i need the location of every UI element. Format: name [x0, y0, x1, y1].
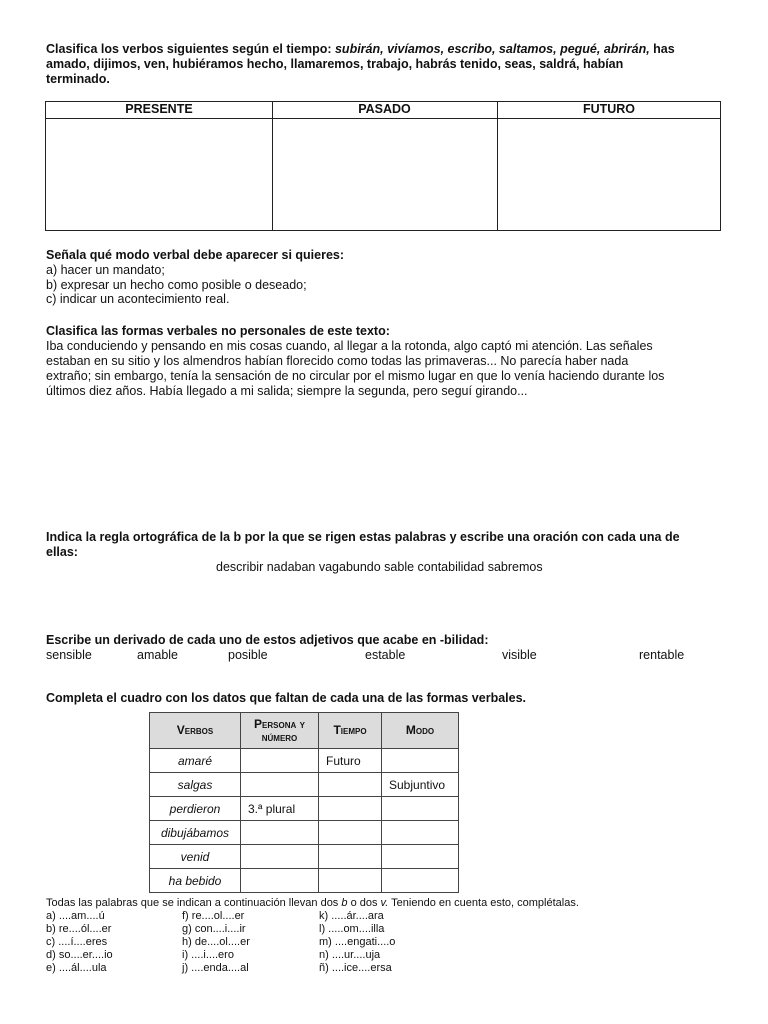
verb-cell: salgas [150, 773, 241, 797]
list-item: f) re....ol....er [182, 910, 245, 922]
list-item: m) ....engati....o [319, 936, 396, 948]
table-row [150, 869, 459, 893]
tense-column-divider [497, 102, 498, 230]
exercise-5-adjectives [0, 648, 768, 664]
tense-header-futuro: FUTURO [497, 102, 721, 119]
list-item: l) .....om....illa [319, 923, 385, 935]
list-item: a) ....am....ú [46, 910, 105, 922]
exercise-3-text-line: extraño; sin embargo, tenía la sensación de no circular por el mismo lugar en que lo venía haciendo durante los [46, 369, 665, 383]
exercise-6-title: Completa el cuadro con los datos que faltan de cada una de las formas verbales. [46, 691, 527, 705]
table-row [150, 797, 459, 821]
modo-cell [382, 821, 459, 845]
exercise-4-words: describir nadaban vagabundo sable contabilidad sabremos [216, 560, 543, 574]
list-item: k) .....ár....ara [319, 910, 384, 922]
verb-table-header-verbos: Verbos [150, 713, 241, 749]
verb-cell: venid [150, 845, 241, 869]
exercise-1-verbs-italic: subirán, vivíamos, escribo, saltamos, pegué, abrirán, [334, 42, 650, 56]
modo-cell [382, 869, 459, 893]
exercise-1-line-3: terminado. [46, 72, 110, 86]
list-item: n) ....ur....uja [319, 949, 381, 961]
tiempo-cell [319, 845, 382, 869]
modo-cell [382, 797, 459, 821]
adjective-word: visible [502, 648, 537, 662]
list-item: e) ....ál....ula [46, 962, 107, 974]
persona-cell [241, 845, 319, 869]
table-row [150, 821, 459, 845]
verb-table-header-modo: Modo [382, 713, 459, 749]
exercise-7-intro-text: Teniendo en cuenta esto, complétalas. [391, 897, 579, 909]
list-item: j) ....enda....al [182, 962, 249, 974]
exercise-2-item-b: b) expresar un hecho como posible o deseado; [46, 278, 307, 292]
modo-cell [382, 845, 459, 869]
verb-forms-table [149, 712, 459, 893]
table-row [150, 773, 459, 797]
exercise-7-intro-text: o dos [350, 897, 378, 909]
exercise-7-column-2 [182, 910, 250, 975]
exercise-1-title: Clasifica los verbos siguientes según el tiempo: [46, 42, 332, 56]
list-item: b) re....ól....er [46, 923, 112, 935]
adjective-word: rentable [639, 648, 685, 662]
exercise-3-text-line: Iba conduciendo y pensando en mis cosas cuando, al llegar a la rotonda, algo captó mi atención. Las señales [46, 339, 653, 353]
exercise-4-title-line-2: ellas: [46, 545, 78, 559]
exercise-5-title: Escribe un derivado de cada uno de estos adjetivos que acabe en -bilidad: [46, 633, 489, 647]
modo-cell [382, 749, 459, 773]
persona-cell [241, 821, 319, 845]
exercise-7-intro-text: Todas las palabras que se indican a continuación llevan dos [46, 897, 339, 909]
exercise-7-intro-b: b [341, 897, 348, 909]
persona-cell [241, 773, 319, 797]
verb-table-header-tiempo: Tiempo [319, 713, 382, 749]
tense-column-divider [272, 102, 273, 230]
tiempo-cell [319, 797, 382, 821]
exercise-3-title: Clasifica las formas verbales no personales de este texto: [46, 324, 390, 338]
exercise-2-item-c: c) indicar un acontecimiento real. [46, 292, 230, 306]
tiempo-cell [319, 821, 382, 845]
adjective-word: posible [228, 648, 268, 662]
list-item: i) ....i....ero [182, 949, 234, 961]
exercise-7-intro-v: v. [380, 897, 389, 909]
persona-cell [241, 869, 319, 893]
exercise-2-item-a: a) hacer un mandato; [46, 263, 165, 277]
tiempo-cell [319, 773, 382, 797]
persona-cell: 3.ª plural [241, 797, 319, 821]
exercise-1-line-1 [46, 42, 728, 57]
verb-cell: perdieron [150, 797, 241, 821]
list-item: h) de....ol....er [182, 936, 250, 948]
table-row [150, 845, 459, 869]
verb-cell: dibujábamos [150, 821, 241, 845]
exercise-1-line-1-end: has [653, 42, 675, 56]
exercise-7-intro [46, 897, 579, 910]
list-item: d) so....er....io [46, 949, 113, 961]
adjective-word: estable [365, 648, 406, 662]
exercise-7-column-3 [319, 910, 395, 975]
verb-table-header-persona: Persona y número [241, 713, 319, 749]
list-item: c) ....í....eres [46, 936, 108, 948]
tiempo-cell [319, 869, 382, 893]
exercise-3-text-line: estaban en su sitio y los almendros habían florecido como todas las primaveras... No parecía haber nada [46, 354, 629, 368]
exercise-7-column-1 [46, 910, 113, 975]
table-row [150, 749, 459, 773]
tense-header-pasado: PASADO [272, 102, 497, 119]
tiempo-cell: Futuro [319, 749, 382, 773]
tense-table [45, 101, 721, 231]
persona-cell [241, 749, 319, 773]
modo-cell: Subjuntivo [382, 773, 459, 797]
tense-header-presente: PRESENTE [46, 102, 272, 119]
exercise-3-text-line: últimos diez años. Había llegado a mi salida; siempre la segunda, pero seguí girando... [46, 384, 528, 398]
verb-cell: amaré [150, 749, 241, 773]
exercise-1-line-2: amado, dijimos, ven, hubiéramos hecho, llamaremos, trabajo, habrás tenido, seas, saldrá, habían [46, 57, 624, 71]
verb-table-header-row [150, 713, 459, 749]
list-item: ñ) ....ice....ersa [319, 962, 392, 974]
list-item: g) con....i....ir [182, 923, 246, 935]
exercise-4-title-line-1: Indica la regla ortográfica de la b por la que se rigen estas palabras y escribe una oración con cada una de [46, 530, 680, 544]
exercise-2-title: Señala qué modo verbal debe aparecer si quieres: [46, 248, 345, 262]
adjective-word: sensible [46, 648, 92, 662]
adjective-word: amable [137, 648, 178, 662]
verb-cell: ha bebido [150, 869, 241, 893]
